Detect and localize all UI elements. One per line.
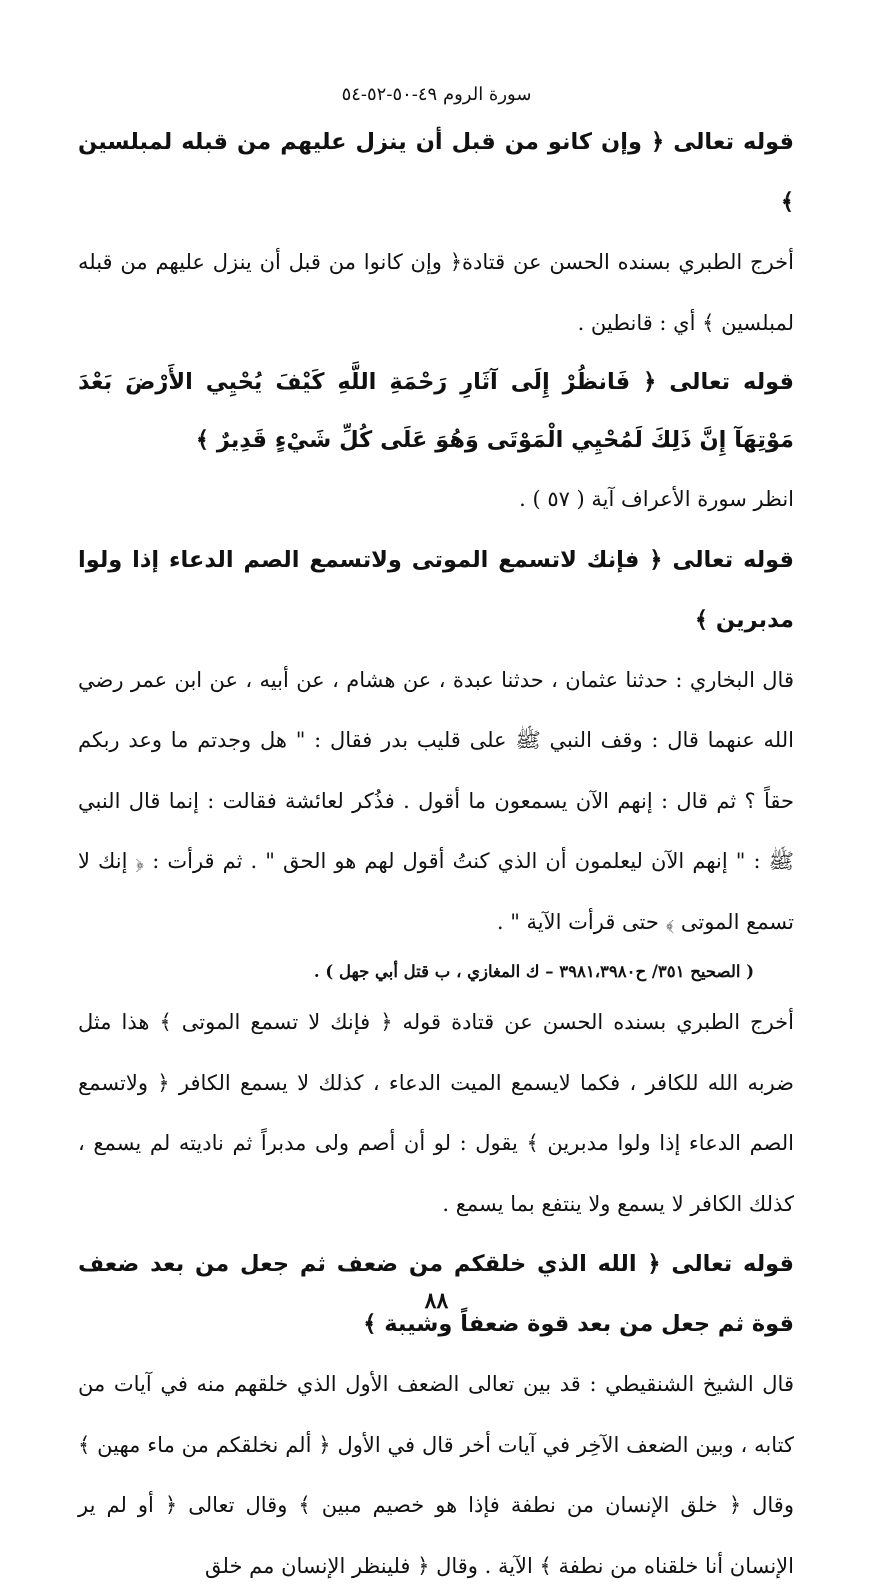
page-body <box>78 112 794 1596</box>
verse-heading: قوله تعالى ﴿ الله الذي خلقكم من ضعف ثم جعل من بعد ضعف قوة ثم جعل من بعد قوة ضعفاً وشيبة ﴾ <box>78 1251 794 1337</box>
running-header: سورة الروم ٤٩-٥٠-٥٢-٥٤ <box>341 84 532 105</box>
commentary-paragraph: قال الشيخ الشنقيطي : قد بين تعالى الضعف الأول الذي خلقهم منه في آيات من كتابه ، وبين الضعف الآخِر في آيات أخر قال في الأول ﴿ ألم نخلقكم من ماء مهين ﴾ وقال ﴿ خلق الإنسان من نطفة فإذا هو خصيم مبين ﴾ وقال تعالى ﴿ أو لم ير الإنسان أنا خلقناه من نطفة ﴾ الآية . وقال ﴿ فلينظر الإنسان مم خلق <box>78 1372 794 1578</box>
commentary-paragraph: قال البخاري : حدثنا عثمان ، حدثنا عبدة ، عن هشام ، عن أبيه ، عن ابن عمر رضي الله عنهما قال : وقف النبي ﷺ على قليب بدر فقال : " هل وجدتم ما وعد ربكم حقاً ؟ ثم قال : إنهم الآن يسمعون ما أقول . فذُكر لعائشة فقالت : إنما قال النبي ﷺ : " إنهم الآن ليعلمون أن الذي كنتُ أقول لهم هو الحق " . ثم قرأت : ﴿ إنك لا تسمع الموتى ﴾ حتى قرأت الآية " . <box>78 667 794 934</box>
commentary-paragraph: أخرج الطبري بسنده الحسن عن قتادة قوله ﴿ فإنك لا تسمع الموتى ﴾ هذا مثل ضربه الله للكافر ، فكما لايسمع الميت الدعاء ، كذلك لا يسمع الكافر ﴿ ولاتسمع الصم الدعاء إذا ولوا مدبرين ﴾ يقول : لو أن أصم ولى مدبراً ثم ناديته لم يسمع ، كذلك الكافر لا يسمع ولا ينتفع بما يسمع . <box>78 1010 794 1216</box>
verse-heading: قوله تعالى ﴿ وإن كانو من قبل أن ينزل عليهم من قبله لمبلسين ﴾ <box>78 129 794 215</box>
source-reference: ( الصحيح ٣٥١/ ح٣٩٨١،٣٩٨٠ – ك المغازي ، ب قتل أبي جهل ) . <box>313 962 754 981</box>
verse-heading: قوله تعالى ﴿ فإنك لاتسمع الموتى ولاتسمع الصم الدعاء إذا ولوا مدبرين ﴾ <box>78 546 794 633</box>
page-number: ٨٨ <box>424 1288 449 1314</box>
commentary-paragraph: انظر سورة الأعراف آية ( ٥٧ ) . <box>519 487 794 511</box>
verse-heading: قوله تعالى ﴿ فَانظُرْ إِلَى آثَارِ رَحْمَةِ اللَّهِ كَيْفَ يُحْيِي الأَرْضَ بَعْدَ مَوْتِهَآ إِنَّ ذَلِكَ لَمُحْيِي الْمَوْتَى وَهُوَ عَلَى كُلِّ شَيْءٍ قَدِيرٌ ﴾ <box>78 369 794 453</box>
commentary-paragraph: أخرج الطبري بسنده الحسن عن قتادة﴿ وإن كانوا من قبل أن ينزل عليهم من قبله لمبلسين ﴾ أي : قانطين . <box>78 250 794 335</box>
